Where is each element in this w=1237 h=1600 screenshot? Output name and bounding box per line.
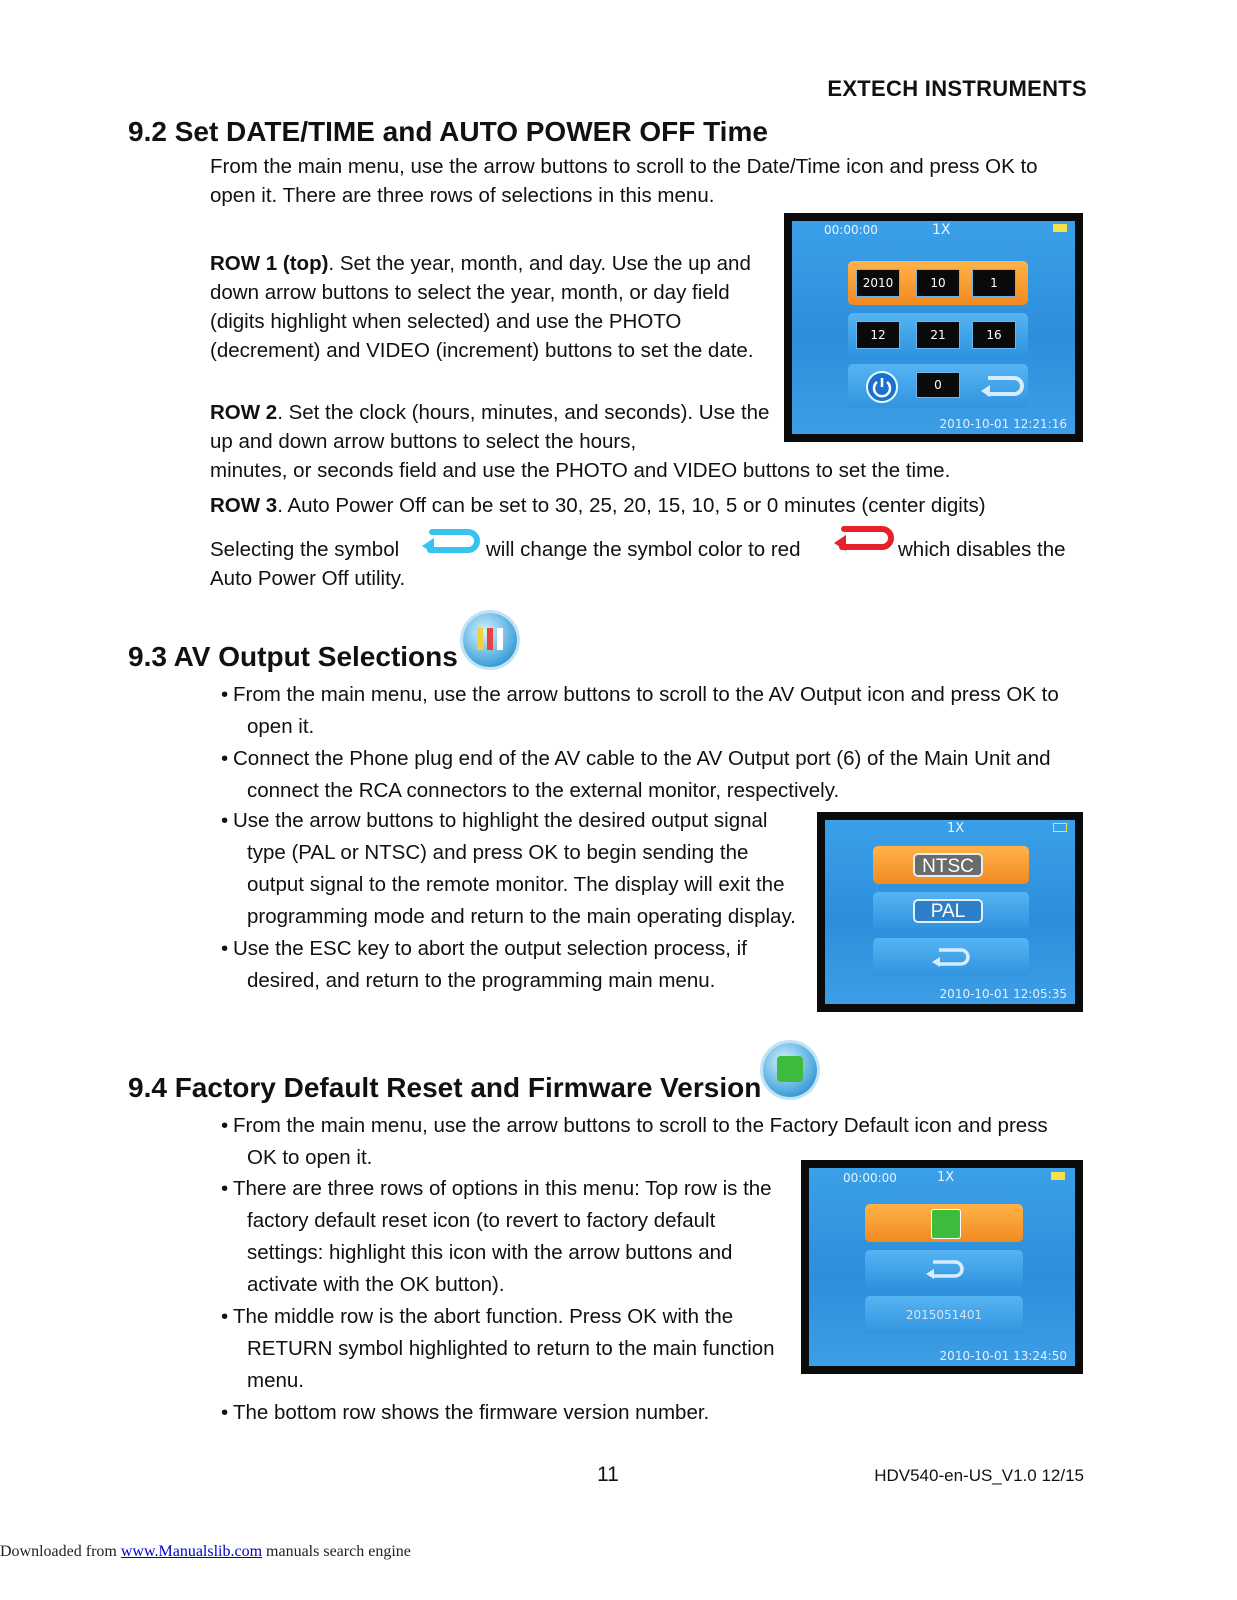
av-stamp: 2010-10-01 12:05:35 xyxy=(939,987,1067,1001)
factory-topbar xyxy=(809,1168,1075,1188)
brand-header: EXTECH INSTRUMENTS xyxy=(827,76,1087,101)
s94-bullets-2 xyxy=(210,1173,780,1429)
s93-bullets xyxy=(210,679,1090,807)
row2-text-a: . Set the clock (hours, minutes, and seconds). Use the up and down arrow buttons to select the hours, xyxy=(210,401,770,453)
row3-label: ROW 3 xyxy=(210,494,278,517)
dt-return-icon[interactable] xyxy=(978,373,1024,399)
row2-label: ROW 2 xyxy=(210,401,278,424)
dt-zoom: 1X xyxy=(932,222,951,238)
fd-return-icon[interactable] xyxy=(923,1257,965,1281)
dt-time: 00:00:00 xyxy=(824,223,878,237)
datetime-screen-display xyxy=(792,221,1075,434)
dl-prefix: Downloaded from xyxy=(0,1543,121,1560)
s94-bullet-2: • There are three rows of options in this menu: Top row is the factory default reset icon (to revert to factory default settings: highlight this icon with the arrow buttons and activate with the OK button). xyxy=(210,1173,780,1301)
dt-day[interactable]: 1 xyxy=(972,269,1016,297)
s93-bullet-3: • Use the arrow buttons to highlight the desired output signal type (PAL or NTSC) and press OK to begin sending the output signal to the remote monitor. The display will exit the programming mode and return to the main operating display. xyxy=(210,805,800,933)
row3-text: . Auto Power Off can be set to 30, 25, 20, 15, 10, 5 or 0 minutes (center digits) xyxy=(277,494,986,517)
dt-month[interactable]: 10 xyxy=(916,269,960,297)
sym-text-b: will change the symbol color to red xyxy=(486,538,801,561)
datetime-topbar xyxy=(792,221,1075,241)
return-blue-icon xyxy=(418,526,480,558)
dt-apo[interactable]: 0 xyxy=(916,372,960,398)
sym-text-c: which disables the xyxy=(898,538,1066,561)
av-output-icon xyxy=(463,613,517,667)
download-note xyxy=(0,1543,411,1561)
s94-bullet-3: • The middle row is the abort function. Press OK with the RETURN symbol highlighted to return to the main function menu. xyxy=(210,1301,780,1397)
s92-row2 xyxy=(210,398,770,456)
fd-reset-icon[interactable] xyxy=(931,1209,961,1239)
dt-sec[interactable]: 16 xyxy=(972,321,1016,349)
ntsc-label[interactable]: NTSC xyxy=(913,853,983,877)
fd-time: 00:00:00 xyxy=(843,1171,897,1185)
page-number: 11 xyxy=(597,1463,619,1486)
s92-intro: From the main menu, use the arrow buttons to scroll to the Date/Time icon and press OK to open it. There are three rows of selections in this menu. xyxy=(210,155,1038,207)
s93-bullet-1: • From the main menu, use the arrow buttons to scroll to the AV Output icon and press OK to open it. xyxy=(210,679,1090,743)
s92-row2-cont: minutes, or seconds field and use the PHOTO and VIDEO buttons to set the time. xyxy=(210,459,951,482)
dt-stamp: 2010-10-01 12:21:16 xyxy=(939,417,1067,431)
return-red-icon xyxy=(830,522,894,556)
s92-row3 xyxy=(210,491,1090,520)
fd-zoom: 1X xyxy=(937,1170,955,1185)
fd-video-icon xyxy=(1051,1172,1065,1180)
section-9-2-title: 9.2 Set DATE/TIME and AUTO POWER OFF Time xyxy=(128,116,768,147)
section-9-3-title: 9.3 AV Output Selections xyxy=(128,641,458,672)
fd-stamp: 2010-10-01 13:24:50 xyxy=(939,1349,1067,1363)
dt-year[interactable]: 2010 xyxy=(856,269,900,297)
photo-mode-icon xyxy=(1053,823,1067,832)
fd-firmware: 2015051401 xyxy=(905,1308,983,1322)
av-return-icon[interactable] xyxy=(929,945,971,969)
s93-bullet-2: • Connect the Phone plug end of the AV cable to the AV Output port (6) of the Main Unit and connect the RCA connectors to the external monitor, respectively. xyxy=(210,743,1090,807)
power-icon[interactable] xyxy=(866,371,898,403)
av-zoom: 1X xyxy=(947,821,965,836)
doc-id: HDV540-en-US_V1.0 12/15 xyxy=(874,1466,1084,1485)
s92-row1 xyxy=(210,249,755,365)
factory-default-icon xyxy=(763,1043,817,1097)
section-9-4-title: 9.4 Factory Default Reset and Firmware Version xyxy=(128,1072,762,1103)
av-screen-display xyxy=(825,820,1075,1004)
datetime-screen xyxy=(784,213,1083,442)
s94-bullet-1: • From the main menu, use the arrow buttons to scroll to the Factory Default icon and press OK to open it. xyxy=(210,1110,1060,1174)
s94-bullet-4: • The bottom row shows the firmware version number. xyxy=(210,1397,780,1429)
dt-hour[interactable]: 12 xyxy=(856,321,900,349)
manualslib-link[interactable]: www.Manualslib.com xyxy=(120,1543,263,1560)
av-topbar xyxy=(825,820,1075,840)
row1-label: ROW 1 (top) xyxy=(210,252,329,275)
factory-screen xyxy=(801,1160,1083,1374)
pal-label[interactable]: PAL xyxy=(913,899,983,923)
s93-bullet-4: • Use the ESC key to abort the output selection process, if desired, and return to the programming main menu. xyxy=(210,933,800,997)
sym-text-a: Selecting the symbol xyxy=(210,538,400,561)
row1-text: . Set the year, month, and day. Use the up and down arrow buttons to select the year, month, or day field (digits highlight when selected) and use the PHOTO (decrement) and VIDEO (increment) buttons to set the date. xyxy=(210,252,754,362)
dl-suffix: manuals search engine xyxy=(262,1543,411,1560)
video-camera-icon xyxy=(1053,224,1067,232)
av-screen xyxy=(817,812,1083,1012)
s93-bullets-2 xyxy=(210,805,800,997)
factory-screen-display xyxy=(809,1168,1075,1366)
sym-text-d: Auto Power Off utility. xyxy=(210,567,406,590)
dt-min[interactable]: 21 xyxy=(916,321,960,349)
